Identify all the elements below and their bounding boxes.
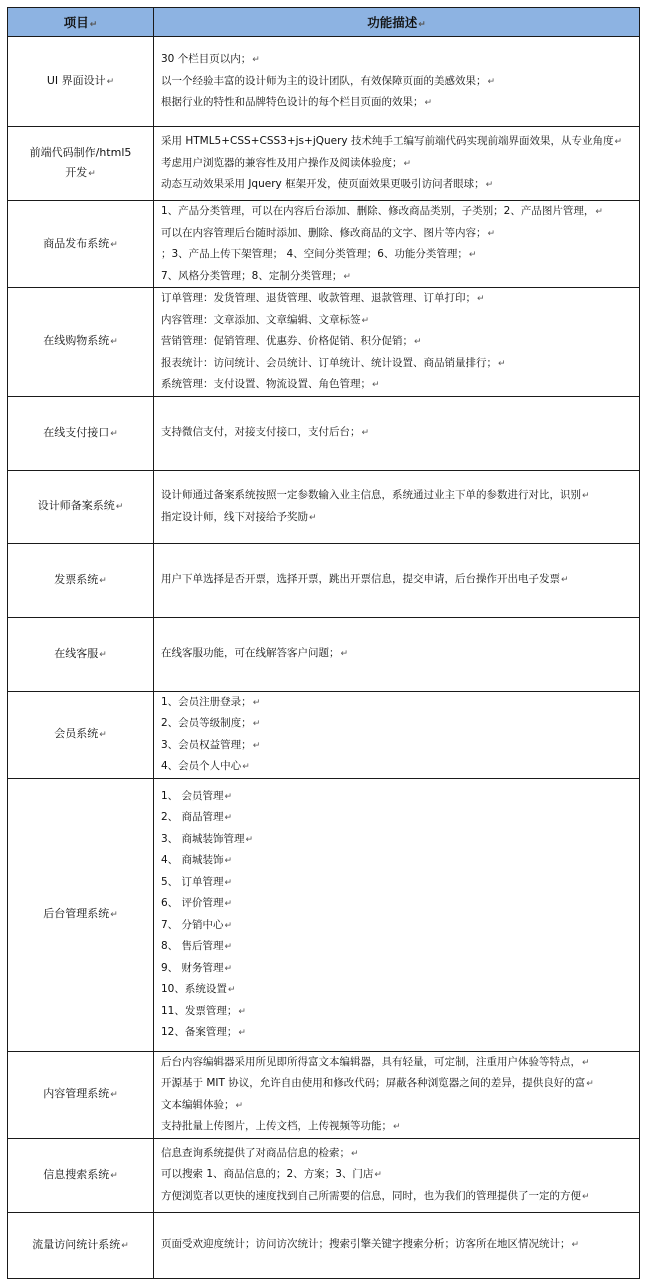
row-item-cell: [8, 201, 154, 288]
description-line: 用户下单选择是否开票，选择开票，跳出开票信息，提交申请，后台操作开出电子发票↵: [161, 573, 569, 586]
row-description-cell: [154, 617, 640, 691]
description-line: 后台内容编辑器采用所见即所得富文本编辑器，具有轻量，可定制，注重用户体验等特点，↵: [161, 1055, 590, 1068]
description-line: 在线客服功能，可在线解答客户问题；↵: [161, 647, 349, 660]
row-description-cell: [154, 37, 640, 127]
description-line: 3、会员权益管理；↵: [161, 738, 261, 751]
description-line: 信息查询系统提供了对商品信息的检索；↵: [161, 1146, 359, 1159]
row-description-cell: [154, 543, 640, 617]
row-item-cell: [8, 1212, 154, 1278]
description-line: 以一个经验丰富的设计师为主的设计团队，有效保障页面的美感效果；↵: [161, 74, 496, 87]
description-line: 11、发票管理；↵: [161, 1004, 246, 1017]
row-description-cell: [154, 1212, 640, 1278]
row-description-cell: [154, 127, 640, 201]
item-label: 流量访问统计系统↵: [32, 1237, 129, 1251]
description-line: 8、 售后管理↵: [161, 940, 233, 952]
table-row: [8, 470, 640, 543]
description-line: 12、备案管理；↵: [161, 1026, 246, 1038]
description-line: 7、 分销中心↵: [161, 918, 233, 931]
row-item-cell: [8, 691, 154, 778]
row-item-cell: [8, 288, 154, 397]
table-row: [8, 1212, 640, 1278]
description-line: 2、 商品管理↵: [161, 811, 233, 823]
description-line: 方便浏览者以更快的速度找到自己所需要的信息，同时，也为我们的管理提供了一定的方便↵: [161, 1189, 590, 1202]
description-line: 5、 订单管理↵: [161, 875, 233, 888]
table-row: [8, 543, 640, 617]
description-line: 可以搜索 1、商品信息的；2、方案；3、门店↵: [161, 1168, 382, 1181]
item-label: 信息搜索系统↵: [43, 1167, 118, 1181]
item-label: 在线客服↵: [54, 646, 107, 660]
description-line: 3、 商城装饰管理↵: [161, 832, 254, 845]
table-header-row: [8, 8, 640, 37]
description-line: 30 个栏目页以内；↵: [161, 53, 260, 66]
row-item-cell: [8, 1138, 154, 1212]
row-description-cell: [154, 201, 640, 288]
item-label: 发票系统↵: [54, 572, 107, 586]
header-item: 项目↵: [8, 8, 154, 37]
table-row: [8, 1138, 640, 1212]
description-line: 指定设计师，线下对接给予奖励↵: [161, 510, 317, 523]
description-line: 支持批量上传图片，上传文档，上传视频等功能；↵: [161, 1120, 401, 1132]
row-item-cell: [8, 127, 154, 201]
description-line: 报表统计：访问统计、会员统计、订单统计、统计设置、商品销量排行；↵: [161, 356, 506, 369]
row-item-cell: [8, 543, 154, 617]
description-line: 订单管理：发货管理、退货管理、收款管理、退款管理、订单打印；↵: [161, 292, 485, 304]
description-line: 支持微信支付，对接支付接口，支付后台；↵: [161, 426, 370, 439]
description-line: 营销管理：促销管理、优惠券、价格促销、积分促销；↵: [161, 335, 422, 347]
row-description-cell: [154, 470, 640, 543]
description-line: 内容管理：文章添加、文章编辑、文章标签↵: [161, 313, 370, 326]
description-line: 考虑用户浏览器的兼容性及用户操作及阅读体验度；↵: [161, 156, 412, 169]
table-row: [8, 1051, 640, 1138]
description-line: 开源基于 MIT 协议，允许自由使用和修改代码；屏蔽各种浏览器之间的差异，提供良好的富↵: [161, 1077, 594, 1089]
row-item-cell: [8, 1051, 154, 1138]
row-item-cell: [8, 396, 154, 470]
table-row: [8, 396, 640, 470]
table-row: [8, 617, 640, 691]
row-description-cell: [154, 1051, 640, 1138]
row-item-cell: [8, 778, 154, 1051]
description-line: 采用 HTML5+CSS+CSS3+js+jQuery 技术纯手工编写前端代码实现前端界面效果，从专业角度↵: [161, 135, 623, 148]
item-label: 开发↵: [65, 166, 96, 179]
item-label: UI 界面设计↵: [46, 74, 115, 87]
table-row: [8, 201, 640, 288]
description-line: 10、系统设置↵: [161, 983, 236, 995]
item-label: 内容管理系统↵: [43, 1087, 118, 1100]
description-line: 页面受欢迎度统计；访问访次统计；搜索引擎关键字搜索分析；访客所在地区情况统计；↵: [161, 1238, 580, 1251]
item-label: 在线支付接口↵: [43, 425, 118, 439]
row-description-cell: [154, 778, 640, 1051]
description-line: 系统管理：支付设置、物流设置、角色管理；↵: [161, 378, 380, 390]
row-item-cell: [8, 470, 154, 543]
item-label: 在线购物系统↵: [43, 334, 118, 348]
function-table: [7, 7, 640, 1279]
description-line: 2、会员等级制度；↵: [161, 717, 261, 729]
item-label: 前端代码制作/html5: [29, 146, 132, 159]
row-item-cell: [8, 617, 154, 691]
table-row: [8, 778, 640, 1051]
description-line: 根据行业的特性和品牌特色设计的每个栏目页面的效果；↵: [161, 96, 433, 109]
item-label: 设计师备案系统↵: [37, 499, 124, 512]
table-row: [8, 288, 640, 397]
description-line: 4、会员个人中心↵: [161, 760, 250, 772]
description-line: 9、 财务管理↵: [161, 961, 233, 974]
row-description-cell: [154, 691, 640, 778]
description-line: 设计师通过备案系统按照一定参数输入业主信息，系统通过业主下单的参数进行对比，识别↵: [161, 489, 590, 501]
description-line: 4、 商城装饰↵: [161, 854, 233, 866]
item-label: 商品发布系统↵: [43, 236, 118, 250]
description-line: ；3、产品上传下架管理； 4、空间分类管理；6、功能分类管理；↵: [161, 248, 477, 260]
table-row: [8, 127, 640, 201]
row-description-cell: [154, 1138, 640, 1212]
table-row: [8, 37, 640, 127]
item-label: 后台管理系统↵: [43, 907, 118, 920]
description-line: 可以在内容管理后台随时添加、删除、修改商品的文字、图片等内容；↵: [161, 226, 496, 239]
description-line: 1、产品分类管理，可以在内容后台添加、删除、修改商品类别，子类别；2、产品图片管理，↵: [161, 205, 603, 217]
row-description-cell: [154, 396, 640, 470]
row-description-cell: [154, 288, 640, 397]
description-line: 1、会员注册登录；↵: [161, 695, 261, 708]
description-line: 文本编辑体验；↵: [161, 1098, 244, 1111]
description-line: 1、 会员管理↵: [161, 789, 233, 802]
item-label: 会员系统↵: [54, 727, 107, 740]
description-line: 动态互动效果采用 Jquery 框架开发，使页面效果更吸引访问者眼球；↵: [161, 178, 494, 191]
table-row: [8, 691, 640, 778]
header-description: 功能描述↵: [154, 8, 640, 37]
row-item-cell: [8, 37, 154, 127]
description-line: 6、 评价管理↵: [161, 897, 233, 909]
description-line: 7、风格分类管理；8、定制分类管理；↵: [161, 269, 351, 282]
